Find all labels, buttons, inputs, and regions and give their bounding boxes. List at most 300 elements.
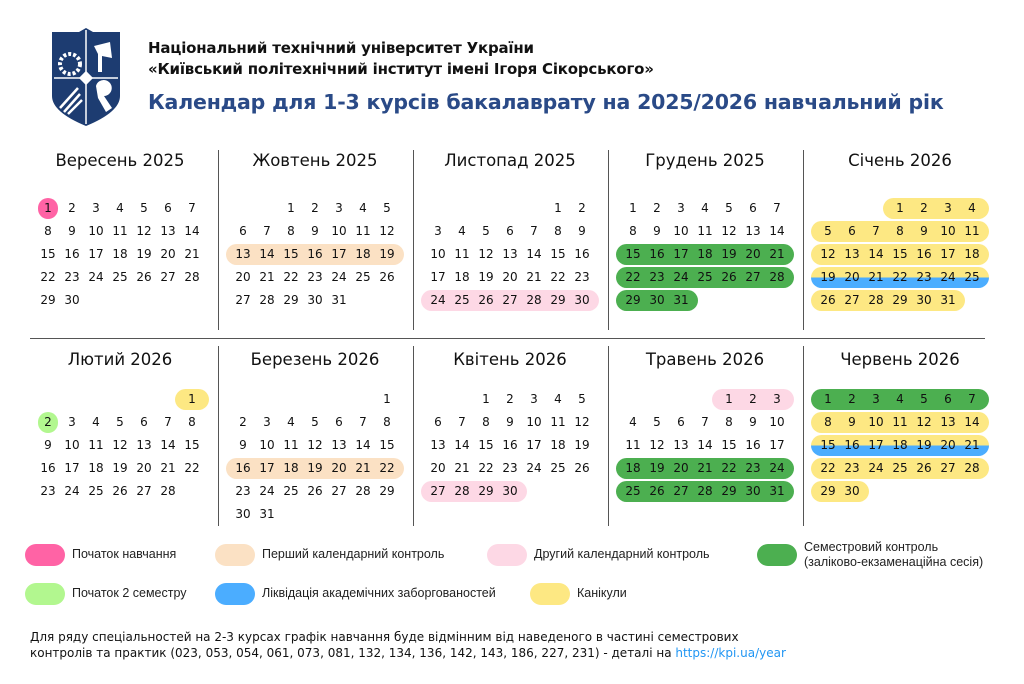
calendar-day: 7 <box>164 415 172 429</box>
calendar-day: 19 <box>478 270 494 284</box>
calendar-day: 25 <box>892 461 908 475</box>
calendar-day: 7 <box>359 415 367 429</box>
calendar-day: 27 <box>745 270 761 284</box>
calendar-day: 29 <box>40 293 56 307</box>
calendar-day: 7 <box>773 201 781 215</box>
calendar-day: 14 <box>454 438 470 452</box>
legend-label: Ліквідація академічних заборгованостей <box>262 586 496 600</box>
calendar-day: 13 <box>430 438 446 452</box>
calendar-day: 19 <box>721 247 737 261</box>
calendar-day: 26 <box>379 270 395 284</box>
calendar-day: 18 <box>625 461 641 475</box>
calendar-day: 20 <box>331 461 347 475</box>
calendar-day: 3 <box>677 201 685 215</box>
calendar-day: 8 <box>44 224 52 238</box>
calendar-day: 16 <box>916 247 932 261</box>
calendar-day: 6 <box>335 415 343 429</box>
calendar-day: 14 <box>964 415 980 429</box>
calendar-day: 8 <box>482 415 490 429</box>
divider <box>218 150 219 330</box>
calendar-day: 25 <box>964 270 980 284</box>
calendar-day: 9 <box>239 438 247 452</box>
calendar-day: 26 <box>112 484 128 498</box>
calendar-day: 29 <box>820 484 836 498</box>
divider <box>30 338 985 339</box>
calendar-day: 22 <box>283 270 299 284</box>
calendar-day: 15 <box>721 438 737 452</box>
calendar-day: 6 <box>749 201 757 215</box>
calendar-day: 18 <box>283 461 299 475</box>
calendar-day: 2 <box>68 201 76 215</box>
calendar-day: 8 <box>554 224 562 238</box>
divider <box>413 150 414 330</box>
calendar-day: 2 <box>311 201 319 215</box>
calendar-day: 21 <box>355 461 371 475</box>
calendar-day: 7 <box>872 224 880 238</box>
calendar-day: 6 <box>506 224 514 238</box>
calendar-day: 11 <box>454 247 470 261</box>
calendar-day: 3 <box>263 415 271 429</box>
calendar-day: 3 <box>68 415 76 429</box>
calendar-day: 22 <box>478 461 494 475</box>
calendar-day: 29 <box>478 484 494 498</box>
calendar-day: 12 <box>478 247 494 261</box>
calendar-day: 8 <box>629 224 637 238</box>
calendar-day: 13 <box>160 224 176 238</box>
calendar-day: 30 <box>649 293 665 307</box>
calendar-day: 6 <box>239 224 247 238</box>
calendar-day: 14 <box>697 438 713 452</box>
calendar-day: 8 <box>383 415 391 429</box>
calendar-day: 24 <box>940 270 956 284</box>
calendar-day: 20 <box>844 270 860 284</box>
calendar-day: 1 <box>44 201 52 215</box>
calendar-day: 4 <box>896 392 904 406</box>
calendar-day: 21 <box>160 461 176 475</box>
calendar-day: 24 <box>673 270 689 284</box>
calendar-day: 21 <box>259 270 275 284</box>
calendar-day: 8 <box>824 415 832 429</box>
calendar-day: 6 <box>434 415 442 429</box>
calendar-day: 31 <box>769 484 785 498</box>
calendar-day: 1 <box>383 392 391 406</box>
calendar-day: 22 <box>379 461 395 475</box>
divider <box>803 346 804 526</box>
calendar-day: 5 <box>311 415 319 429</box>
month-title: Вересень 2025 <box>55 151 185 170</box>
calendar-day: 16 <box>502 438 518 452</box>
calendar-day: 20 <box>160 247 176 261</box>
calendar-day: 24 <box>868 461 884 475</box>
calendar-day: 10 <box>868 415 884 429</box>
calendar-day: 3 <box>872 392 880 406</box>
footer-line-2-text: контролів та практик (023, 053, 054, 061, 073, 081, 132, 134, 136, 142, 143, 186, 227, 231) - деталі на <box>30 646 676 660</box>
calendar-day: 11 <box>892 415 908 429</box>
calendar-day: 3 <box>944 201 952 215</box>
calendar-day: 10 <box>430 247 446 261</box>
calendar-day: 26 <box>478 293 494 307</box>
calendar-day: 17 <box>88 247 104 261</box>
calendar-day: 19 <box>379 247 395 261</box>
calendar-day: 18 <box>454 270 470 284</box>
calendar-day: 3 <box>335 201 343 215</box>
calendar-day: 29 <box>892 293 908 307</box>
calendar-day: 5 <box>653 415 661 429</box>
university-name: Національний технічний університет України <box>148 39 534 57</box>
calendar-day: 21 <box>526 270 542 284</box>
calendar-day: 11 <box>283 438 299 452</box>
calendar-day: 27 <box>331 484 347 498</box>
calendar-day: 12 <box>820 247 836 261</box>
calendar-day: 1 <box>629 201 637 215</box>
calendar-day: 5 <box>578 392 586 406</box>
calendar-day: 21 <box>697 461 713 475</box>
legend-label: Початок 2 семестру <box>72 586 187 600</box>
calendar-day: 17 <box>526 438 542 452</box>
calendar-day: 18 <box>892 438 908 452</box>
calendar-day: 9 <box>848 415 856 429</box>
calendar-day: 17 <box>769 438 785 452</box>
month-title: Травень 2026 <box>645 350 765 369</box>
calendar-day: 7 <box>458 415 466 429</box>
calendar-day: 1 <box>287 201 295 215</box>
calendar-day: 29 <box>721 484 737 498</box>
calendar-day: 7 <box>530 224 538 238</box>
month-title: Жовтень 2025 <box>252 151 378 170</box>
legend-swatch-start <box>25 544 65 566</box>
calendar-day: 19 <box>307 461 323 475</box>
calendar-day: 23 <box>235 484 251 498</box>
calendar-day: 11 <box>625 438 641 452</box>
calendar-day: 20 <box>940 438 956 452</box>
calendar-day: 14 <box>160 438 176 452</box>
calendar-day: 9 <box>68 224 76 238</box>
calendar-day: 14 <box>355 438 371 452</box>
calendar-day: 20 <box>502 270 518 284</box>
calendar-day: 17 <box>259 461 275 475</box>
year-link[interactable]: https://kpi.ua/year <box>675 646 786 660</box>
calendar-day: 1 <box>896 201 904 215</box>
calendar-day: 11 <box>355 224 371 238</box>
calendar-day: 13 <box>136 438 152 452</box>
calendar-day: 15 <box>184 438 200 452</box>
calendar-day: 8 <box>725 415 733 429</box>
calendar-day: 12 <box>379 224 395 238</box>
calendar-day: 10 <box>88 224 104 238</box>
calendar-day: 31 <box>940 293 956 307</box>
calendar-day: 26 <box>574 461 590 475</box>
calendar-day: 28 <box>526 293 542 307</box>
calendar-day: 16 <box>649 247 665 261</box>
calendar-day: 26 <box>136 270 152 284</box>
calendar-day: 27 <box>430 484 446 498</box>
calendar-day: 4 <box>287 415 295 429</box>
calendar-day: 9 <box>44 438 52 452</box>
calendar-day: 21 <box>868 270 884 284</box>
legend-label: Перший календарний контроль <box>262 547 445 561</box>
calendar-day: 15 <box>550 247 566 261</box>
calendar-day: 23 <box>307 270 323 284</box>
legend-swatch-session <box>757 544 797 566</box>
calendar-day: 1 <box>725 392 733 406</box>
calendar-day: 30 <box>307 293 323 307</box>
legend-swatch-first <box>215 544 255 566</box>
calendar-day: 12 <box>136 224 152 238</box>
calendar-day: 27 <box>235 293 251 307</box>
calendar-day: 21 <box>454 461 470 475</box>
calendar-day: 2 <box>506 392 514 406</box>
calendar-day: 26 <box>820 293 836 307</box>
calendar-day: 17 <box>868 438 884 452</box>
calendar-day: 25 <box>112 270 128 284</box>
calendar-day: 21 <box>769 247 785 261</box>
calendar-day: 22 <box>625 270 641 284</box>
calendar-day: 5 <box>482 224 490 238</box>
calendar-day: 9 <box>653 224 661 238</box>
calendar-day: 30 <box>64 293 80 307</box>
legend-label: Другий календарний контроль <box>534 547 710 561</box>
calendar-day: 30 <box>745 484 761 498</box>
calendar-day: 4 <box>629 415 637 429</box>
calendar-day: 18 <box>112 247 128 261</box>
calendar-day: 4 <box>554 392 562 406</box>
legend-swatch-holiday <box>530 583 570 605</box>
calendar-day: 23 <box>649 270 665 284</box>
calendar-day: 1 <box>482 392 490 406</box>
divider <box>803 150 804 330</box>
legend-swatch-start2 <box>25 583 65 605</box>
calendar-day: 19 <box>574 438 590 452</box>
calendar-day: 25 <box>697 270 713 284</box>
calendar-day: 1 <box>824 392 832 406</box>
calendar-day: 5 <box>725 201 733 215</box>
calendar-day: 13 <box>673 438 689 452</box>
calendar-day: 30 <box>844 484 860 498</box>
calendar-day: 9 <box>506 415 514 429</box>
calendar-day: 28 <box>454 484 470 498</box>
calendar-day: 15 <box>892 247 908 261</box>
calendar-day: 13 <box>331 438 347 452</box>
calendar-day: 25 <box>355 270 371 284</box>
month-title: Січень 2026 <box>848 151 952 170</box>
calendar-day: 24 <box>88 270 104 284</box>
calendar-day: 10 <box>940 224 956 238</box>
calendar-day: 11 <box>964 224 980 238</box>
month-title: Листопад 2025 <box>444 151 576 170</box>
calendar-day: 17 <box>673 247 689 261</box>
calendar-day: 26 <box>721 270 737 284</box>
calendar-day: 14 <box>184 224 200 238</box>
calendar-day: 16 <box>40 461 56 475</box>
calendar-day: 19 <box>916 438 932 452</box>
calendar-day: 30 <box>235 507 251 521</box>
calendar-day: 12 <box>112 438 128 452</box>
calendar-day: 30 <box>916 293 932 307</box>
calendar-day: 16 <box>235 461 251 475</box>
calendar-day: 7 <box>968 392 976 406</box>
calendar-day: 4 <box>968 201 976 215</box>
calendar-day: 6 <box>944 392 952 406</box>
calendar-day: 23 <box>502 461 518 475</box>
calendar-day: 9 <box>749 415 757 429</box>
calendar-day: 28 <box>355 484 371 498</box>
calendar-day: 3 <box>434 224 442 238</box>
calendar-day: 29 <box>550 293 566 307</box>
calendar-day: 13 <box>844 247 860 261</box>
calendar-day: 3 <box>530 392 538 406</box>
calendar-day: 14 <box>259 247 275 261</box>
calendar-day: 24 <box>64 484 80 498</box>
calendar-day: 2 <box>749 392 757 406</box>
calendar-day: 21 <box>184 247 200 261</box>
kpi-logo <box>52 28 120 126</box>
calendar-day: 30 <box>502 484 518 498</box>
page-title: Календар для 1-3 курсів бакалаврату на 2025/2026 навчальний рік <box>148 90 944 114</box>
calendar-day: 12 <box>307 438 323 452</box>
calendar-day: 27 <box>673 484 689 498</box>
calendar-day: 11 <box>697 224 713 238</box>
calendar-day: 27 <box>136 484 152 498</box>
calendar-day: 10 <box>526 415 542 429</box>
calendar-day: 5 <box>383 201 391 215</box>
divider <box>218 346 219 526</box>
calendar-day: 7 <box>263 224 271 238</box>
calendar-day: 18 <box>88 461 104 475</box>
calendar-day: 23 <box>574 270 590 284</box>
calendar-day: 27 <box>160 270 176 284</box>
calendar-day: 23 <box>745 461 761 475</box>
calendar-day: 6 <box>848 224 856 238</box>
calendar-day: 16 <box>844 438 860 452</box>
footer-note <box>30 629 786 661</box>
calendar-day: 15 <box>625 247 641 261</box>
calendar-day: 4 <box>116 201 124 215</box>
calendar-day: 31 <box>331 293 347 307</box>
calendar-day: 6 <box>164 201 172 215</box>
calendar-day: 28 <box>868 293 884 307</box>
calendar-day: 24 <box>259 484 275 498</box>
calendar-day: 24 <box>769 461 785 475</box>
calendar-day: 11 <box>88 438 104 452</box>
calendar-day: 20 <box>235 270 251 284</box>
calendar-day: 28 <box>964 461 980 475</box>
calendar-day: 1 <box>188 392 196 406</box>
calendar-day: 20 <box>745 247 761 261</box>
calendar-day: 10 <box>259 438 275 452</box>
calendar-day: 29 <box>379 484 395 498</box>
calendar-day: 19 <box>112 461 128 475</box>
calendar-day: 25 <box>88 484 104 498</box>
calendar-day: 15 <box>379 438 395 452</box>
month-title: Грудень 2025 <box>645 151 765 170</box>
legend-label: Початок навчання <box>72 547 177 561</box>
calendar-day: 2 <box>44 415 52 429</box>
calendar-day: 22 <box>892 270 908 284</box>
calendar-day: 15 <box>40 247 56 261</box>
calendar-day: 31 <box>259 507 275 521</box>
calendar-day: 10 <box>64 438 80 452</box>
calendar-day: 7 <box>188 201 196 215</box>
calendar-day: 2 <box>653 201 661 215</box>
calendar-day: 18 <box>550 438 566 452</box>
calendar-day: 16 <box>745 438 761 452</box>
calendar-day: 4 <box>701 201 709 215</box>
calendar-day: 7 <box>701 415 709 429</box>
calendar-day: 12 <box>721 224 737 238</box>
calendar-day: 13 <box>235 247 251 261</box>
calendar-day: 17 <box>331 247 347 261</box>
calendar-day: 16 <box>307 247 323 261</box>
calendar-day: 15 <box>283 247 299 261</box>
month-title: Червень 2026 <box>840 350 960 369</box>
calendar-day: 24 <box>526 461 542 475</box>
calendar-day: 3 <box>773 392 781 406</box>
calendar-day: 1 <box>554 201 562 215</box>
calendar-day: 24 <box>331 270 347 284</box>
calendar-day: 31 <box>673 293 689 307</box>
legend-swatch-second <box>487 544 527 566</box>
calendar-day: 2 <box>578 201 586 215</box>
calendar-day: 28 <box>160 484 176 498</box>
calendar-day: 28 <box>697 484 713 498</box>
calendar-day: 21 <box>964 438 980 452</box>
calendar-day: 29 <box>625 293 641 307</box>
calendar-day: 6 <box>140 415 148 429</box>
month-title: Квітень 2026 <box>453 350 567 369</box>
calendar-day: 22 <box>184 461 200 475</box>
divider <box>608 150 609 330</box>
month-title: Березень 2026 <box>250 350 380 369</box>
calendar-day: 2 <box>920 201 928 215</box>
calendar-day: 30 <box>574 293 590 307</box>
calendar-day: 6 <box>677 415 685 429</box>
calendar-day: 4 <box>458 224 466 238</box>
calendar-day: 25 <box>454 293 470 307</box>
month-title: Лютий 2026 <box>67 350 173 369</box>
calendar-day: 9 <box>920 224 928 238</box>
calendar-day: 28 <box>769 270 785 284</box>
calendar-day: 17 <box>940 247 956 261</box>
calendar-day: 9 <box>578 224 586 238</box>
calendar-day: 22 <box>550 270 566 284</box>
calendar-day: 4 <box>92 415 100 429</box>
legend-label: Семестровий контроль (заліково-екзаменаційна сесія) <box>804 540 984 569</box>
calendar-day: 13 <box>745 224 761 238</box>
calendar-day: 13 <box>502 247 518 261</box>
divider <box>608 346 609 526</box>
calendar-day: 25 <box>625 484 641 498</box>
calendar-day: 22 <box>40 270 56 284</box>
legend-label: Канікули <box>577 586 627 600</box>
calendar-day: 28 <box>184 270 200 284</box>
calendar-day: 22 <box>820 461 836 475</box>
calendar-day: 3 <box>92 201 100 215</box>
calendar-day: 19 <box>649 461 665 475</box>
calendar-day: 25 <box>283 484 299 498</box>
calendar-day: 27 <box>502 293 518 307</box>
calendar-day: 8 <box>188 415 196 429</box>
calendar-day: 26 <box>649 484 665 498</box>
calendar-day: 5 <box>824 224 832 238</box>
calendar-day: 26 <box>307 484 323 498</box>
calendar-day: 17 <box>430 270 446 284</box>
footer-line-1: Для ряду спеціальностей на 2-3 курсах графік навчання буде відмінним від наведеного в частині семестрових <box>30 630 739 644</box>
calendar-day: 11 <box>112 224 128 238</box>
calendar-day: 2 <box>848 392 856 406</box>
calendar-day: 14 <box>526 247 542 261</box>
calendar-day: 10 <box>769 415 785 429</box>
calendar-day: 19 <box>820 270 836 284</box>
